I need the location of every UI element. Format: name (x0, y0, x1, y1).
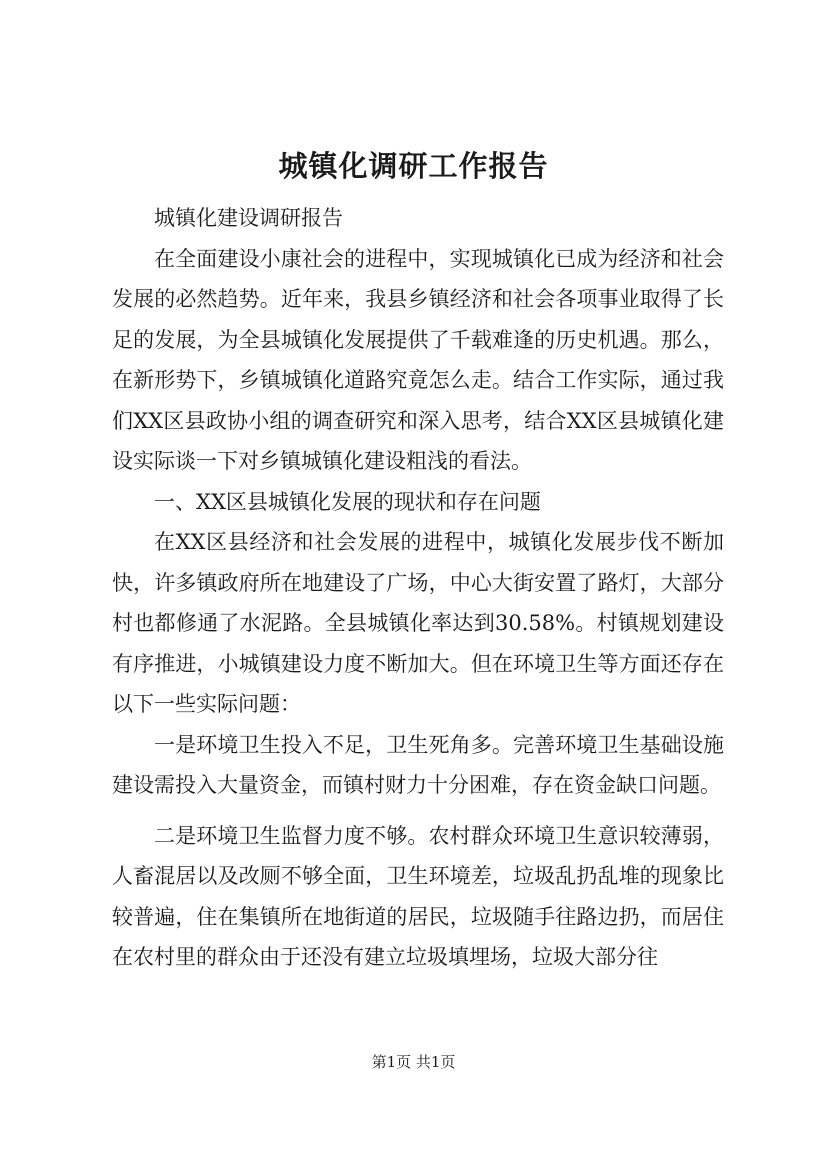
body-paragraph: 在全面建设小康社会的进程中，实现城镇化已成为经济和社会发展的必然趋势。近年来，我县乡镇经济和社会各项事业取得了长足的发展，为全县城镇化发展提供了千载难逢的历史机遇。那么，在新形势下，乡镇城镇化道路究竟怎么走。结合工作实际，通过我们XX区县政协小组的调查研究和深入思考，结合XX区县城镇化建设实际谈一下对乡镇城镇化建设粗浅的看法。 (112, 246, 724, 473)
document-body (112, 198, 724, 978)
section-heading: 一、XX区县城镇化发展的现状和存在问题 (154, 489, 541, 514)
body-paragraph: 一是环境卫生投入不足，卫生死角多。完善环境卫生基础设施建设需投入大量资金，而镇村财力十分困难，存在资金缺口问题。 (112, 732, 724, 797)
page-number-footer: 第1页 共1页 (371, 1053, 456, 1071)
body-paragraph: 二是环境卫生监督力度不够。农村群众环境卫生意识较薄弱，人畜混居以及改厕不够全面，卫生环境差，垃圾乱扔乱堆的现象比较普遍，住在集镇所在地街道的居民，垃圾随手往路边扔，而居住在农村里的群众由于还没有建立垃圾填埋场，垃圾大部分往 (112, 823, 724, 969)
document-title: 城镇化调研工作报告 (278, 149, 549, 183)
body-paragraph: 在XX区县经济和社会发展的进程中，城镇化发展步伐不断加快，许多镇政府所在地建设了广场，中心大街安置了路灯，大部分村也都修通了水泥路。全县城镇化率达到30.58%。村镇规划建设有序推进，小城镇建设力度不断加大。但在环境卫生等方面还存在以下一些实际问题： (112, 530, 724, 716)
subtitle-paragraph: 城镇化建设调研报告 (154, 206, 343, 230)
